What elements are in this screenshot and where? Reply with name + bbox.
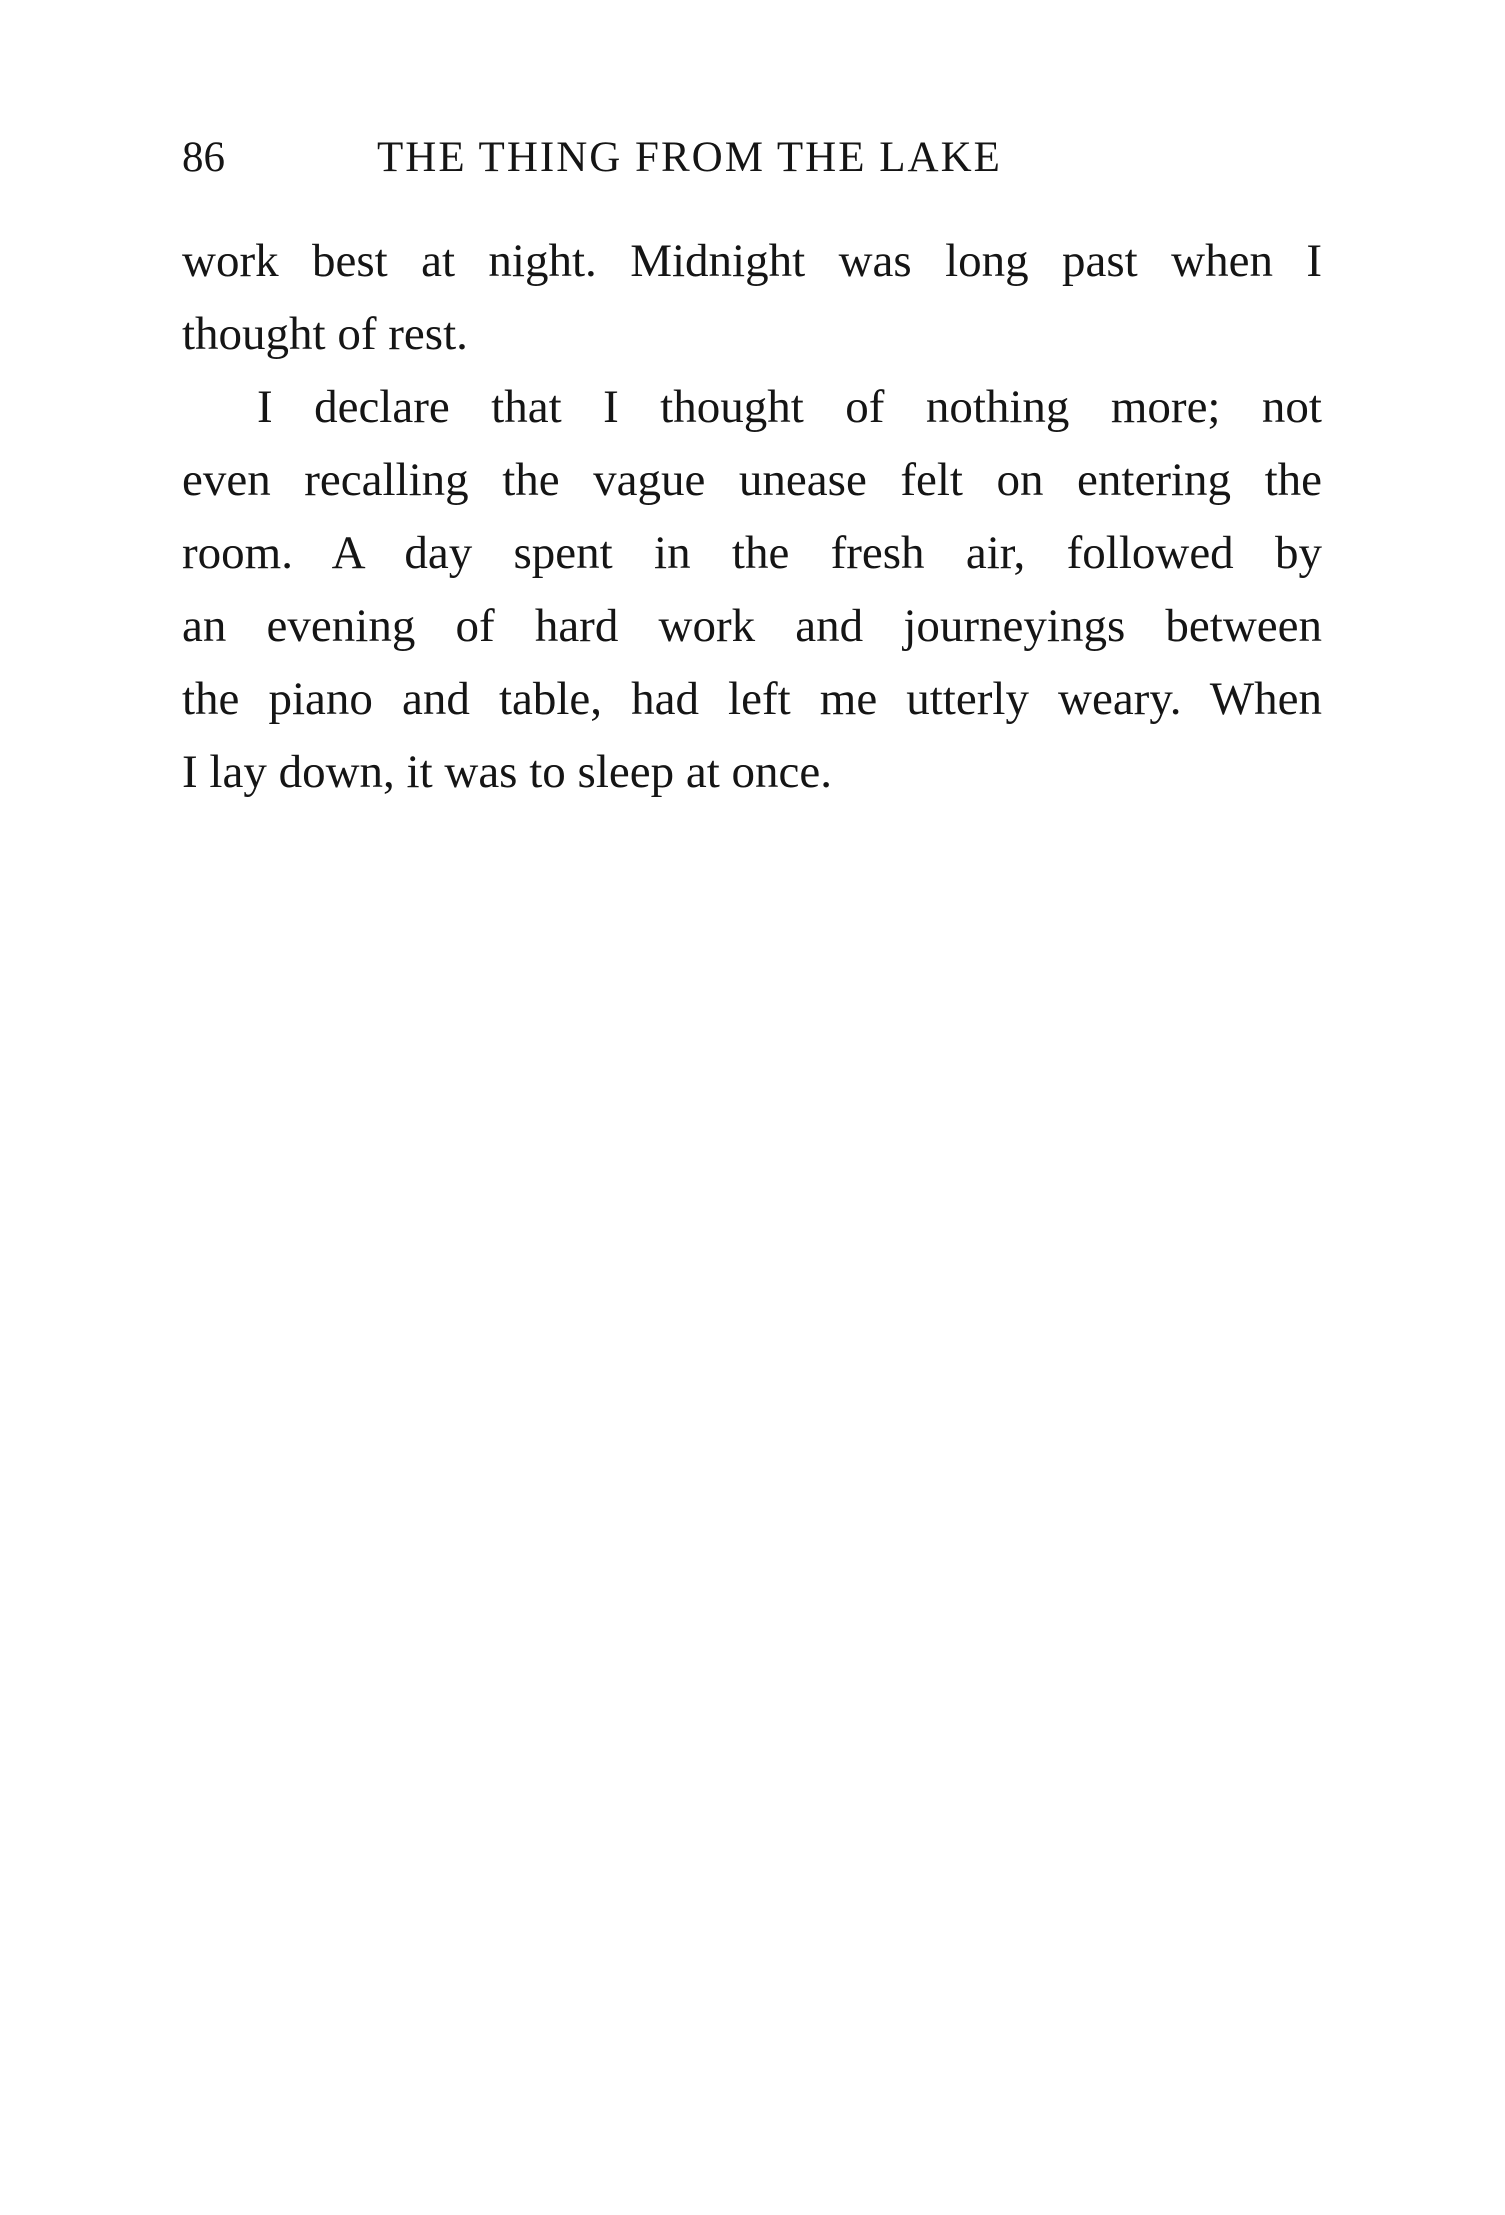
body-text bbox=[182, 225, 1322, 809]
text-line-8: I lay down, it was to sleep at once. bbox=[182, 746, 832, 798]
text-line-2: thought of rest. bbox=[182, 308, 468, 360]
running-title: THE THING FROM THE LAKE bbox=[377, 134, 1002, 181]
text-line-1: work best at night. Midnight was long past when I bbox=[182, 235, 1322, 287]
page-number: 86 bbox=[182, 134, 225, 181]
running-head bbox=[182, 128, 1322, 188]
text-line-5: room. A day spent in the fresh air, followed by bbox=[182, 527, 1322, 579]
text-line-7: the piano and table, had left me utterly weary. When bbox=[182, 673, 1322, 725]
text-line-3: I declare that I thought of nothing more; not bbox=[257, 381, 1322, 433]
text-line-4: even recalling the vague unease felt on entering the bbox=[182, 454, 1322, 506]
text-line-6: an evening of hard work and journeyings between bbox=[182, 600, 1322, 652]
